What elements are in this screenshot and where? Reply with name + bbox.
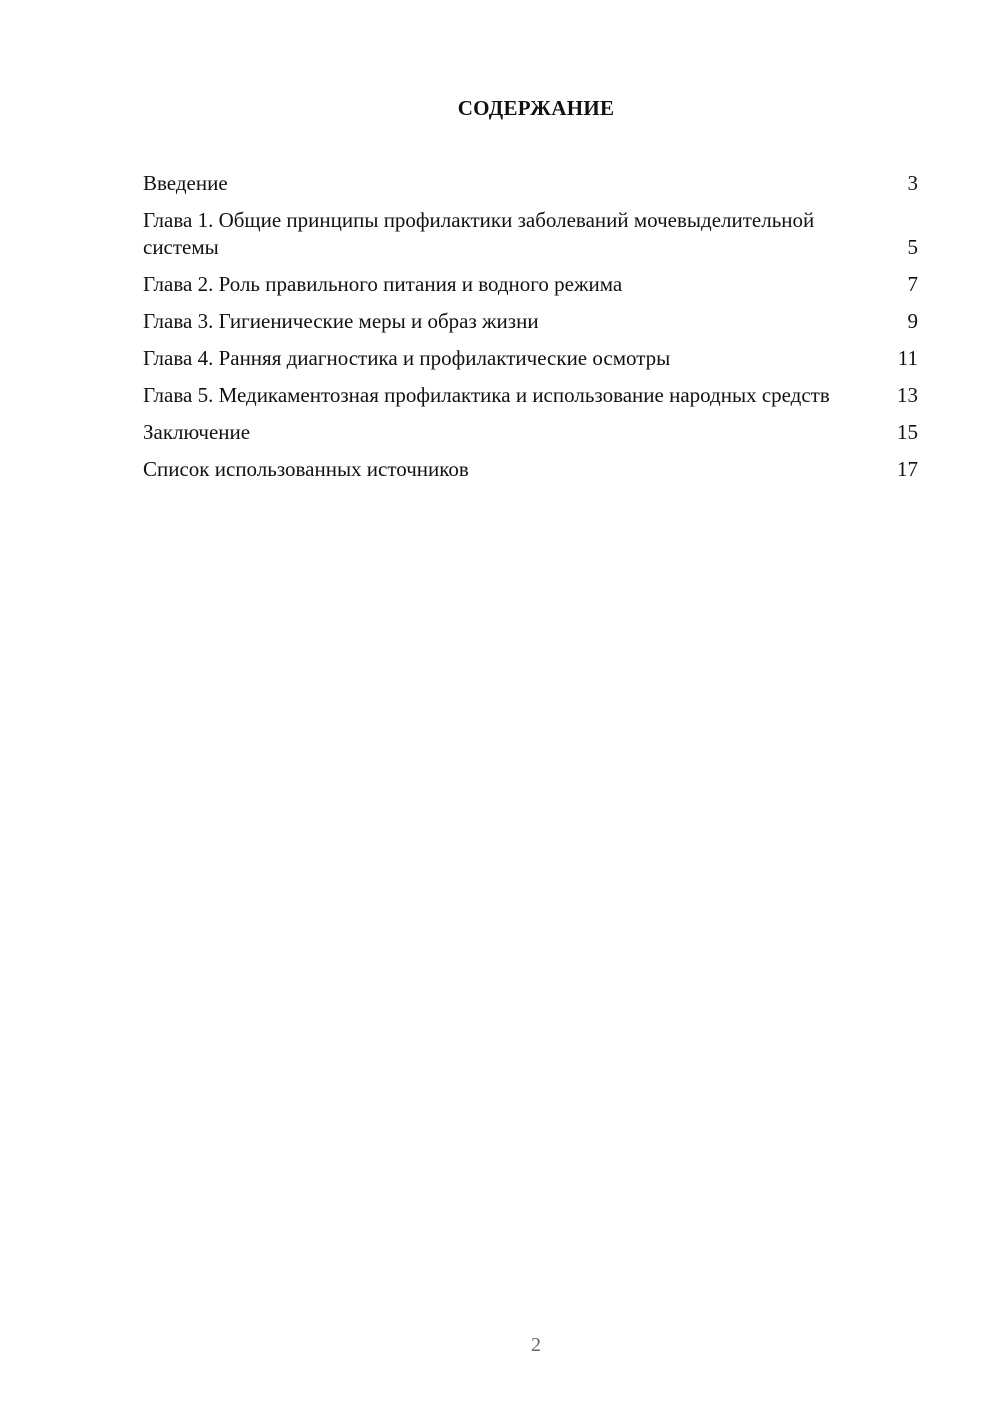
table-of-contents	[143, 170, 918, 493]
toc-entry-introduction	[143, 170, 918, 197]
toc-entry-page: 9	[907, 309, 918, 333]
toc-entry-text: Глава 1. Общие принципы профилактики заболеваний мочевыделительной системы	[143, 208, 815, 259]
toc-entry-chapter-5	[143, 382, 918, 409]
toc-entry-page: 17	[897, 457, 918, 481]
page-title: СОДЕРЖАНИЕ	[457, 96, 615, 120]
toc-entry-text: Введение	[143, 171, 228, 195]
toc-entry-references	[143, 456, 918, 483]
toc-entry-text: Заключение	[143, 420, 251, 444]
toc-entry-page: 15	[897, 420, 918, 444]
toc-entry-text: Список использованных источников	[143, 457, 469, 481]
toc-entry-chapter-3	[143, 308, 918, 335]
page-number: 2	[531, 1334, 541, 1356]
toc-entry-page: 5	[907, 235, 918, 259]
toc-entry-text: Глава 2. Роль правильного питания и водного режима	[143, 272, 623, 296]
toc-entry-page: 13	[897, 383, 918, 407]
toc-entry-chapter-2	[143, 271, 918, 298]
toc-entry-text: Глава 3. Гигиенические меры и образ жизни	[143, 309, 539, 333]
toc-entry-page: 3	[907, 171, 918, 195]
toc-entry-page: 11	[897, 346, 918, 370]
toc-entry-conclusion	[143, 419, 918, 446]
toc-entry-page: 7	[907, 272, 918, 296]
toc-entry-chapter-1	[143, 207, 918, 261]
toc-entry-text: Глава 5. Медикаментозная профилактика и использование народных средств	[143, 383, 830, 407]
toc-entry-chapter-4	[143, 345, 918, 372]
toc-entry-text: Глава 4. Ранняя диагностика и профилактические осмотры	[143, 346, 671, 370]
